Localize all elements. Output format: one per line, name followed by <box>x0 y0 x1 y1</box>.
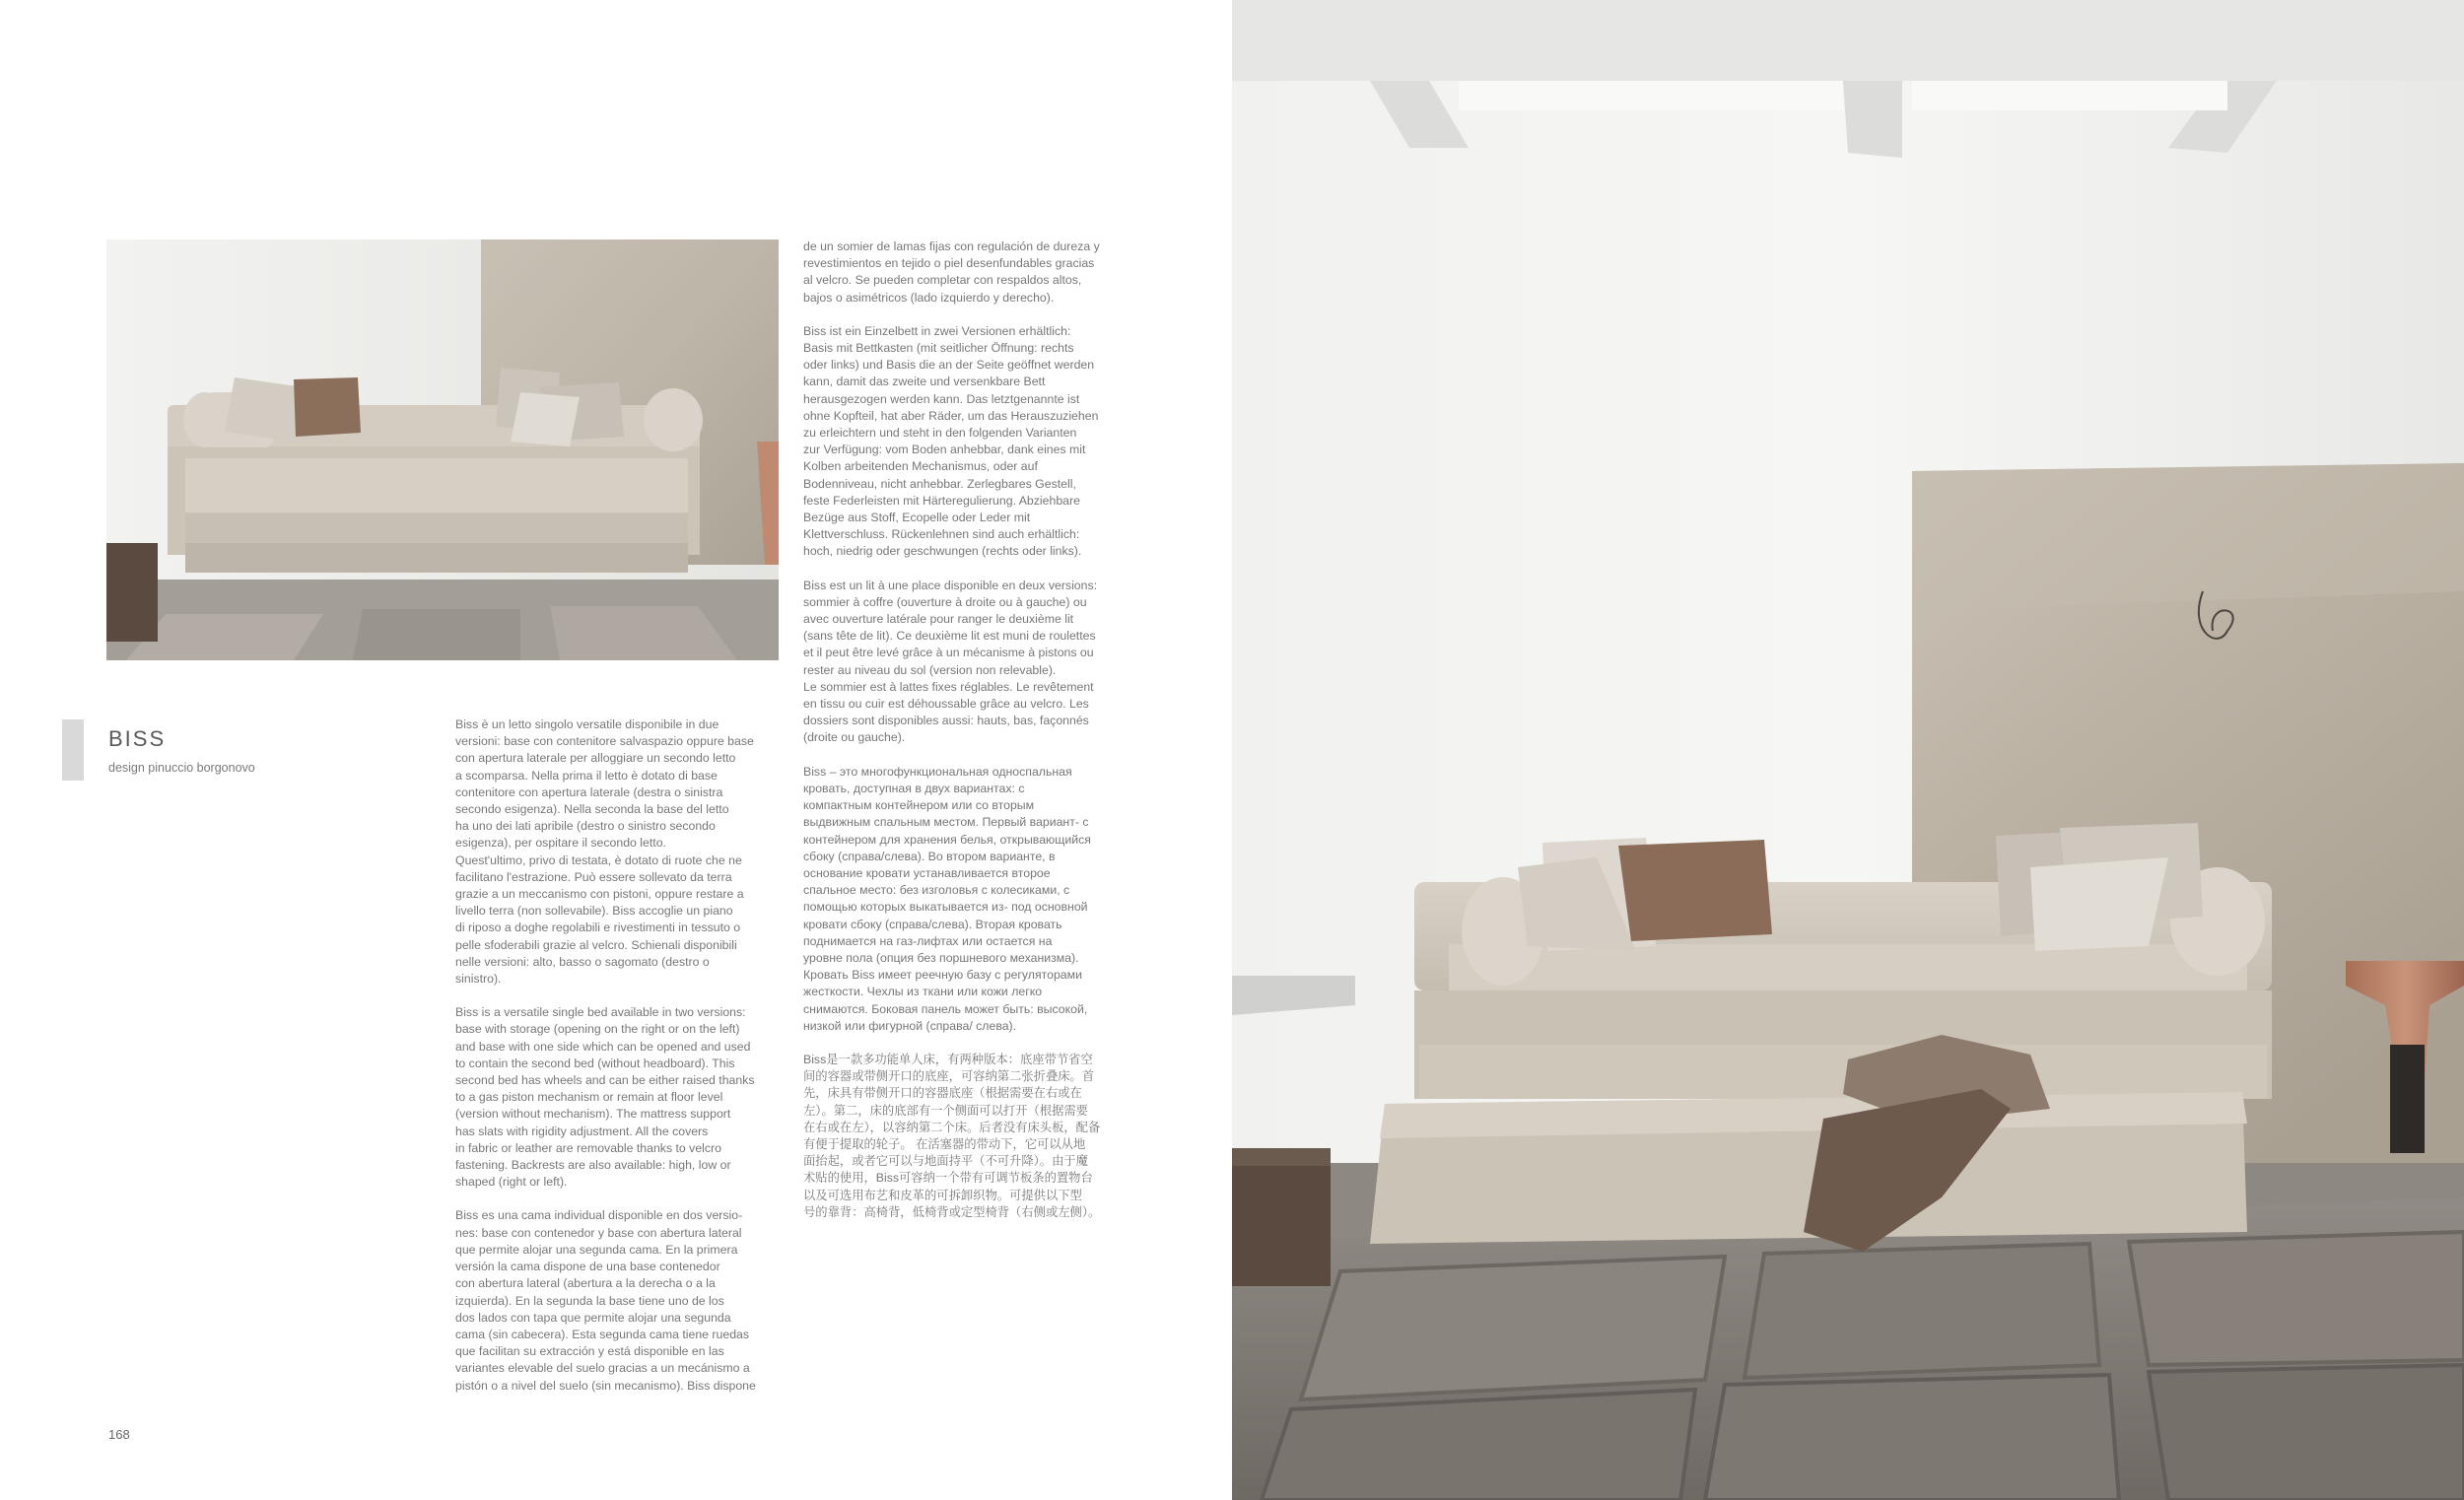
sofa-bed-illustration-large <box>1232 0 2464 1500</box>
description-french: Biss est un lit à une place disponible en deux versions: sommier à coffre (ouverture à droite ou à gauche) ou avec ouverture latérale pour ranger le deuxième lit (sans tête de lit). Ce deuxième lit est muni de roulettes et il peut être levé grâce à un mécanisme à pistons ou rester au niveau du sol (version non relevable). Le sommier est à lattes fixes réglables. Le revêtement en tissu ou cuir est déhoussable grâce au velcro. Les dossiers sont disponibles aussi: hauts, bas, façonnés (droite ou gauche). <box>803 578 1098 745</box>
title-accent-bar <box>62 719 84 781</box>
description-chinese: Biss是一款多功能单人床，有两种版本：底座带节省空 间的容器或带侧开口的底座，可容纳第二张折叠床。首 先，床具有带侧开口的容器底座（根据需要在右或在 左）。第二，床的底部有一个侧面可以打开（根据需要 在右或在左），以容纳第二个床。后者没有床头板，配备 有便于提取的轮子。 在活塞器的带动下，它可以从地 面抬起，或者它可以与地面持平（不可升降）。由于魔 术贴的使用，Biss可容纳一个带有可调节板条的置物台 以及可选用布艺和皮革的可拆卸织物。可提供以下型 号的靠背：高椅背，低椅背或定型椅背（右侧或左侧）。 <box>803 1052 1101 1219</box>
product-title: BISS <box>108 726 167 751</box>
product-designer: design pinuccio borgonovo <box>108 761 255 775</box>
product-photo-large <box>1232 0 2464 1500</box>
page-number: 168 <box>108 1427 130 1442</box>
text-column-right <box>803 239 1129 1238</box>
description-spanish-part2: de un somier de lamas fijas con regulación de dureza y revestimientos en tejido o piel desenfundables gracias al velcro. Se pueden completar con respaldos altos, bajos o asimétricos (lado izquierdo y derecho). <box>803 239 1100 305</box>
text-column-left <box>455 716 781 1411</box>
description-italian: Biss è un letto singolo versatile disponibile in due versioni: base con contenitore salvaspazio oppure base con apertura laterale per alloggiare un secondo letto a scomparsa. Nella prima il letto è dotato di base contenitore con apertura laterale (destra o sinistra secondo esigenza). Nella seconda la base del letto ha uno dei lati apribile (destro o sinistro secondo esigenza), per ospitare il secondo letto. Quest'ultimo, privo di testata, è dotato di ruote che ne facilitano l'estrazione. Può essere sollevato da terra grazie a un meccanismo con pistoni, oppure restare a livello terra (non sollevabile). Biss accoglie un piano di riposo a doghe regolabili e rivestimenti in tessuto o pelle sfoderabili grazie al velcro. Schienali disponibili nelle versioni: alto, basso o sagomato (destro o sinistro). <box>455 717 754 987</box>
description-english: Biss is a versatile single bed available in two versions: base with storage (opening on the right or on the left) and base with one side which can be opened and used to contain the second bed (without headboard). This second bed has wheels and can be either raised thanks to a gas piston mechanism or remain at floor level (version without mechanism). The mattress support has slats with rigidity adjustment. All the covers in fabric or leather are removable thanks to velcro fastening. Backrests are also available: high, low or shaped (right or left). <box>455 1005 755 1190</box>
description-spanish-part1: Biss es una cama individual disponible en dos versio- nes: base con contenedor y base con abertura lateral que permite alojar una segunda cama. En la primera versión la cama dispone de una base contenedor con abertura lateral (abertura a la derecha o a la izquierda). En la segunda la base tiene uno de los dos lados con tapa que permite alojar una segunda cama (sin cabecera). Esta segunda cama tiene ruedas que facilitan su extracción y está disponible en las variantes elevable del suelo gracias a un mecánismo a pistón o a nivel del suelo (sin mecanismo). Biss dispone <box>455 1208 756 1393</box>
description-russian: Biss – это многофункциональная односпальная кровать, доступная в двух вариантах: с компактным контейнером или со вторым выдвижным спальным местом. Первый вариант- с контейнером для хранения белья, открывающийся сбоку (справа/слева). Во втором варианте, в основание кровати устанавливается второе спальное место: без изголовья с колесиками, с помощью которых выкатывается из- под основной кровати сбоку (справа/слева). Вторая кровать поднимается на газ-лифтах или остается на уровне пола (опция без поршневого механизма). Кровать Biss имеет реечную базу с регуляторами жесткости. Чехлы из ткани или кожи легко снимаются. Боковая панель может быть: высокой, низкой или фигурной (справа/ слева). <box>803 764 1091 1033</box>
product-photo-small <box>106 239 779 660</box>
description-german: Biss ist ein Einzelbett in zwei Versionen erhältlich: Basis mit Bettkasten (mit seitlicher Öffnung: rechts oder links) und Basis die an der Seite geöffnet werden kann, damit das zweite und versenkbare Bett herausgezogen werden kann. Das letztgenannte ist ohne Kopfteil, hat aber Räder, um das Herauszuziehen zu erleichtern und steht in den folgenden Varianten zur Verfügung: vom Boden anhebbar, dank eines mit Kolben arbeitenden Mechanismus, oder auf Bodenniveau, nicht anhebbar. Zerlegbares Gestell, feste Federleisten mit Härteregulierung. Abziehbare Bezüge aus Stoff, Ecopelle oder Leder mit Klettverschluss. Rückenlehnen sind auch erhältlich: hoch, niedrig oder geschwungen (rechts oder links). <box>803 323 1099 559</box>
sofa-bed-illustration-small <box>106 239 779 660</box>
